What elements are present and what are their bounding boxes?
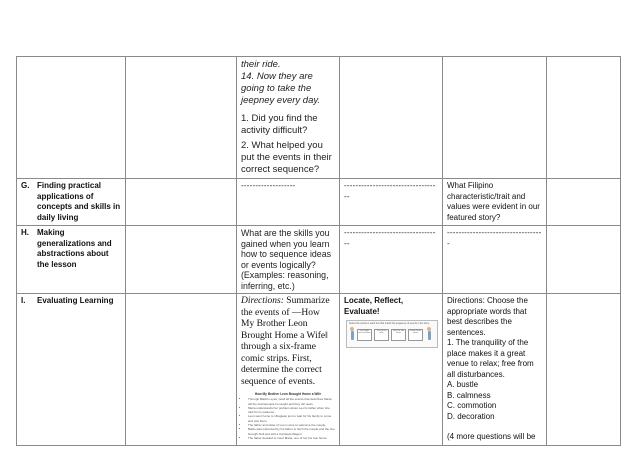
row-label: Making generalizations and abstractions about the lesson: [37, 228, 112, 269]
worksheet-item: • The father and sister of Leon come to welcome the couple.: [248, 423, 335, 427]
quiz-line: Directions: Choose the appropriate words that best describes the sentences.: [447, 296, 528, 337]
quiz-choice: A. bustle: [447, 380, 479, 389]
activity-sheet-thumbnail: [346, 320, 438, 348]
cell-dash: -------------------: [237, 179, 340, 226]
cartoon-figure-body: [351, 331, 354, 340]
worksheet-item: • Maria understands her problem about Leon's father when she told him to patience.: [248, 406, 335, 415]
worksheet-thumbnail: [241, 392, 335, 440]
directions-label: Directions:: [241, 296, 284, 306]
cell-empty: [547, 179, 621, 226]
quiz-line: 1. The tranquility of the place makes it a great venue to relax; free from all disturbances.: [447, 338, 534, 379]
worksheet-item: • The father decided to meet Maria, one of her his true home.: [248, 436, 335, 440]
directions-text: Summarize the events of —How My Brother Leon Brought Home a Wife‖ through a six-frame comic strips. First, determine the correct sequence of events.: [241, 296, 330, 387]
cell-evaluation-directions: [237, 294, 340, 446]
row-letter: H.: [21, 228, 29, 237]
cell-empty: [126, 179, 237, 226]
cell-dash: ----------------------------------: [340, 226, 443, 294]
cell-empty: [340, 57, 443, 179]
cell-empty: [443, 57, 547, 179]
row-label: Evaluating Learning: [37, 296, 114, 305]
evaluation-directions: [241, 296, 335, 388]
procedure-line: their ride.: [241, 59, 281, 70]
procedure-line: 14. Now they are going to take the jeepney every day.: [241, 71, 321, 106]
activity-box: Next the ride home: [391, 329, 406, 341]
cell-label-i: [17, 294, 126, 446]
cell-procedure: [237, 57, 340, 179]
cell-dash: ----------------------------------: [340, 179, 443, 226]
cell-generalization-question: What are the skills you gained when you learn how to sequence ideas or events logically? (Examples: reasoning, inferring, etc.): [237, 226, 340, 294]
cell-locate-reflect: [340, 294, 443, 446]
table-row-continued: [17, 57, 621, 179]
quiz-note: (4 more questions will be: [447, 432, 536, 441]
cell-values-question: What Filipino characteristic/trait and values were evident in our featured story?: [443, 179, 547, 226]
worksheet-list: [241, 397, 335, 440]
cell-empty: [126, 226, 237, 294]
activity-box: First Baldo fetches Maria: [357, 329, 372, 341]
cell-evaluation-quiz: [443, 294, 547, 446]
question-line: 2. What helped you put the events in their correct sequence?: [241, 140, 332, 175]
cell-dash: ----------------------------------: [443, 226, 547, 294]
quiz-choice: D. decoration: [447, 411, 495, 421]
cell-label-g: [17, 179, 126, 226]
row-letter: G.: [21, 181, 30, 190]
cell-label-empty: [17, 57, 126, 179]
table-row-i: [17, 294, 621, 446]
table-row-h: [17, 226, 621, 294]
activity-box: Finally father meets: [408, 329, 423, 341]
worksheet-item: • Leon went home to Ubagwan just to wait for his family to come and visit them.: [248, 414, 335, 423]
quiz-choice: B. calmness: [447, 390, 491, 400]
locate-reflect-title: Locate, Reflect, Evaluate!: [344, 296, 404, 316]
worksheet-item: • Baldo was instructed by his father to fetch the couple and the two brought Noli and told a Carretela Wagon.: [248, 427, 335, 436]
worksheet-item: • Through Baldo's eyes, retell all the events that describes Maria, tell the townspeople he taught and they tell news.: [248, 397, 335, 406]
quiz-choice: C. commotion: [447, 401, 497, 410]
table-row-g: [17, 179, 621, 226]
cell-label-h: [17, 226, 126, 294]
cell-empty: [547, 57, 621, 179]
cell-empty: [126, 294, 237, 446]
cell-empty: [547, 226, 621, 294]
activity-sheet-caption: Select the words in each box that match the sequence of events in the story.: [349, 322, 430, 325]
row-label: Finding practical applications of concepts and skills in daily living: [37, 181, 121, 222]
cell-empty: [547, 294, 621, 446]
activity-box: Then Maria talks: [374, 329, 389, 341]
cell-empty: [126, 57, 237, 179]
lesson-plan-table: [16, 56, 621, 446]
row-letter: I.: [21, 296, 26, 305]
question-line: 1. Did you find the activity difficult?: [241, 113, 318, 136]
worksheet-title: How My Brother Leon Brought Home a Wife: [254, 392, 322, 396]
cartoon-figure-body: [428, 331, 431, 340]
